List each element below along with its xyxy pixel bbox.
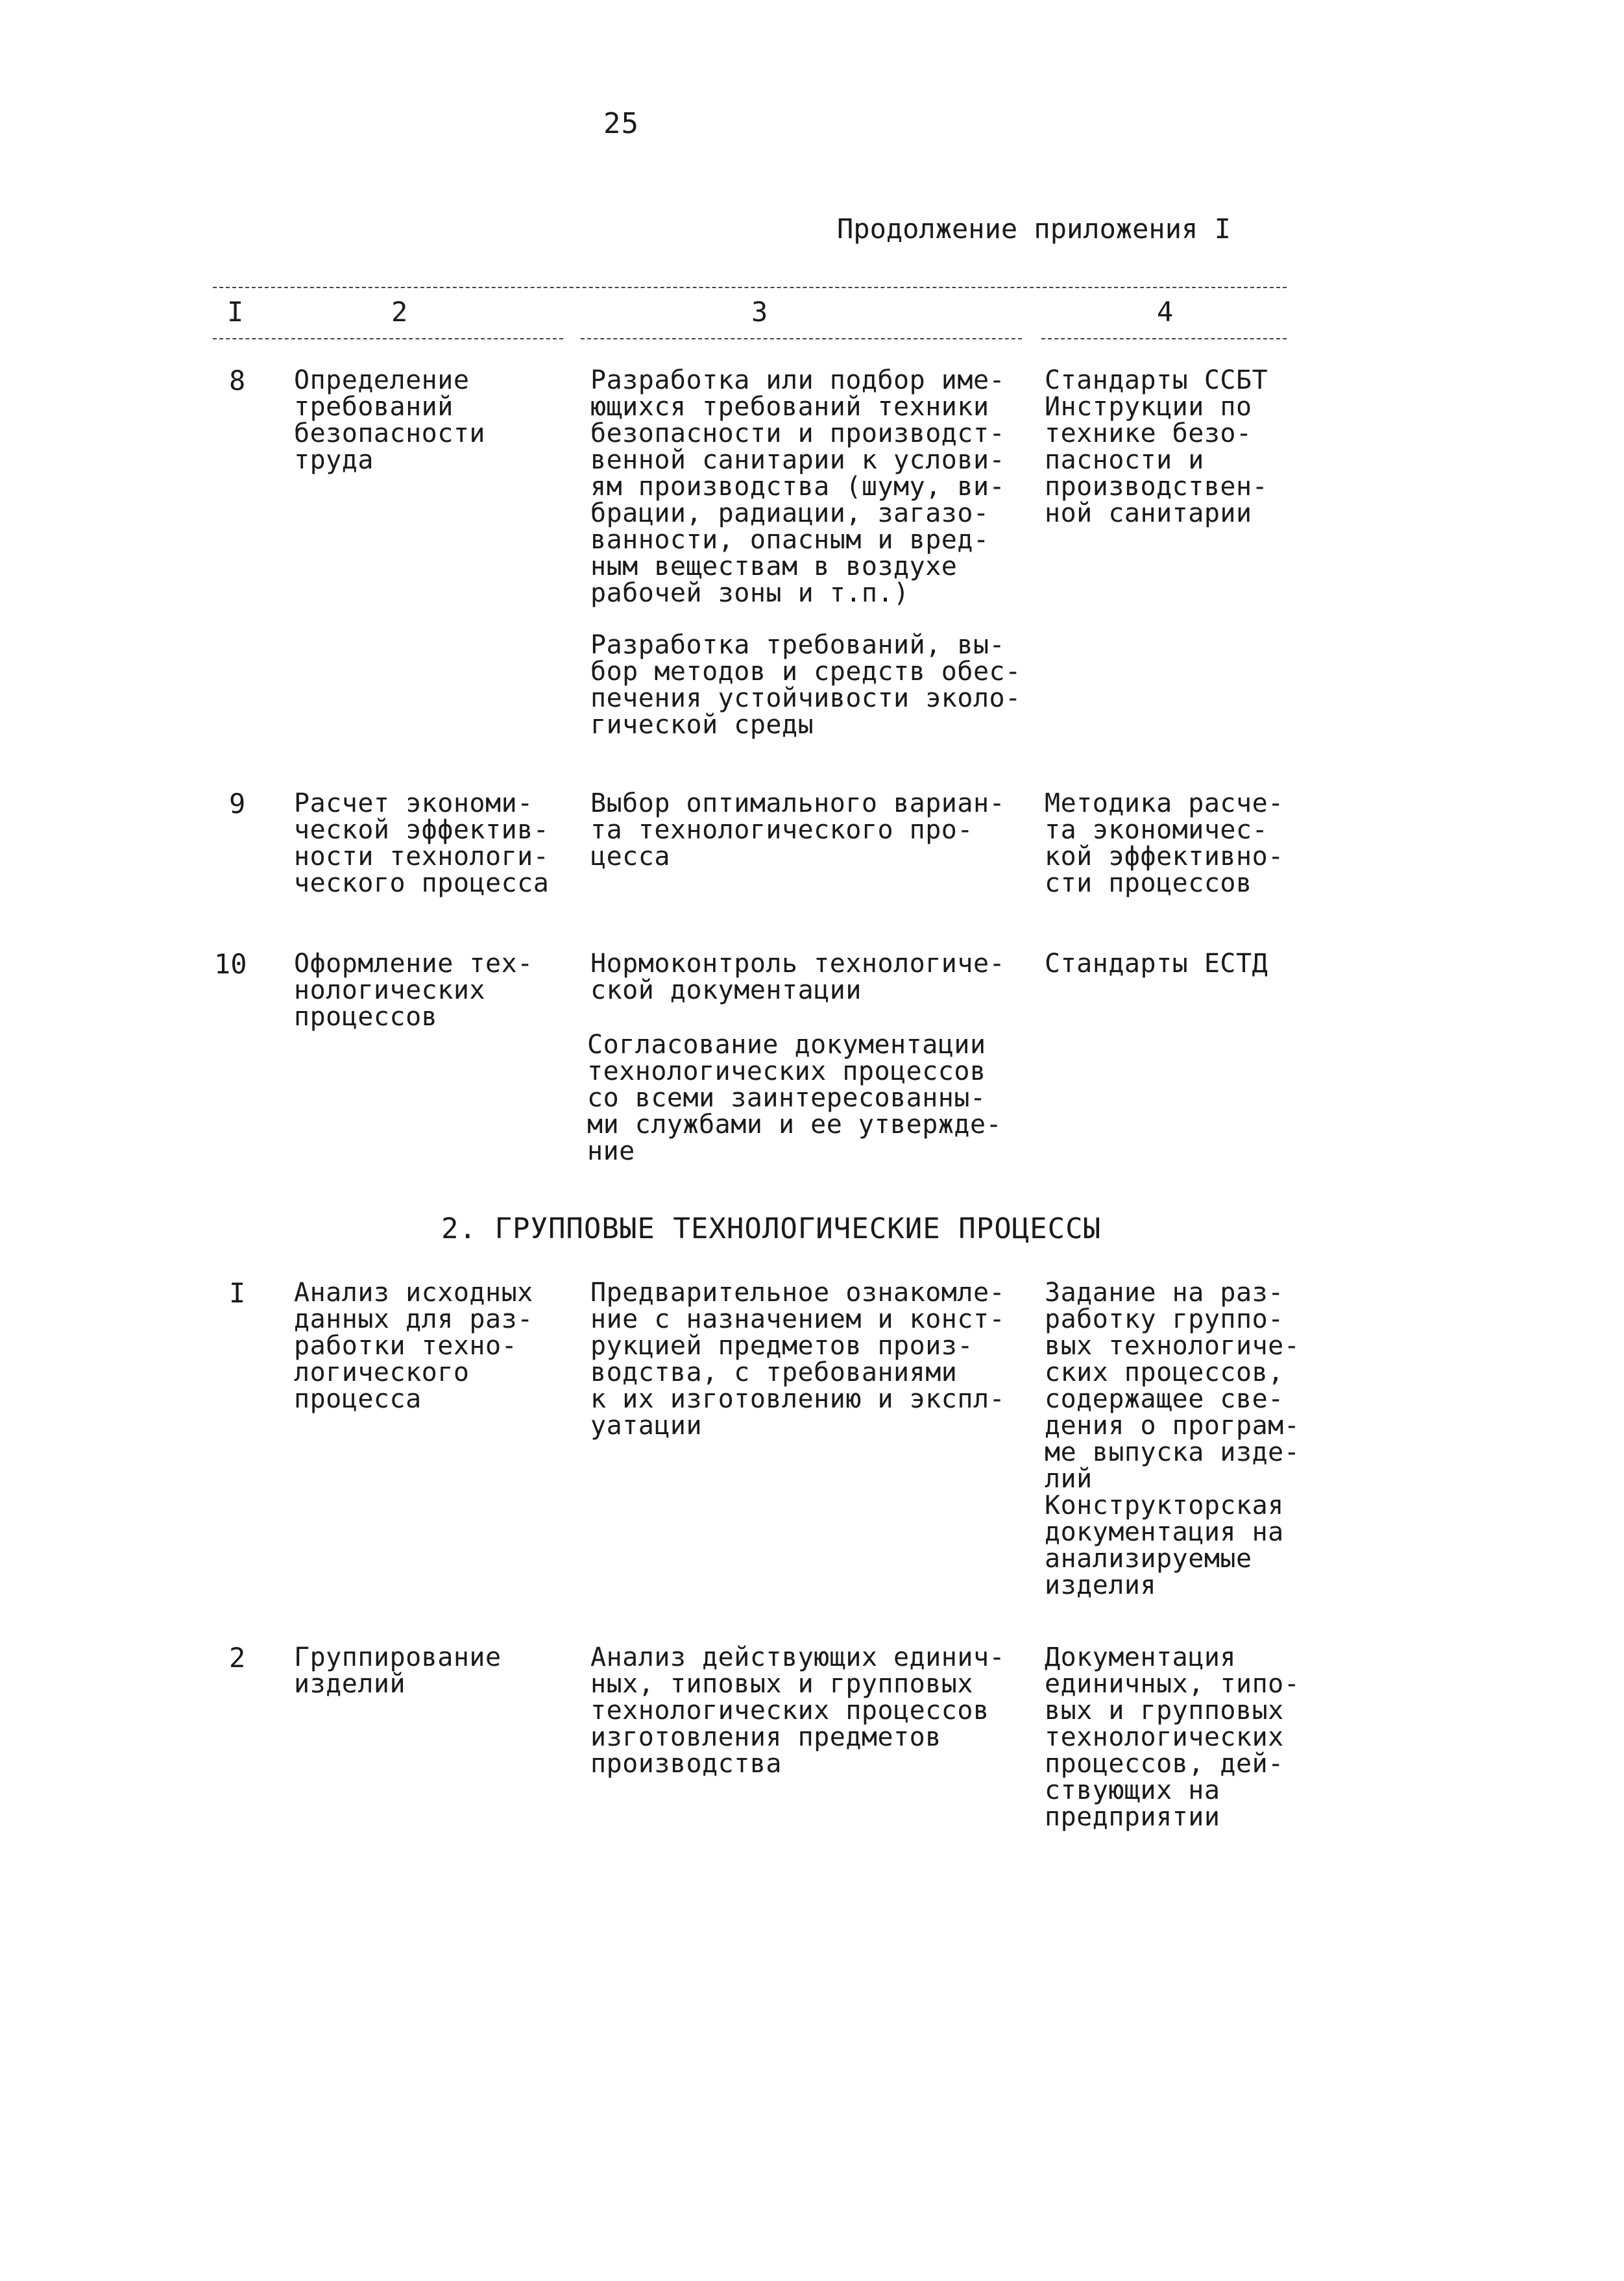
header-rule-3 xyxy=(1041,338,1287,339)
content-cell: Нормоконтроль технологиче- ской документации xyxy=(590,949,1006,1005)
stage-cell: Расчет экономи- ческой эффектив- ности технологи- ческого процесса xyxy=(294,788,550,898)
column-header-1: I xyxy=(227,296,244,328)
content-cell: Предварительное ознакомле- ние с назначением и конст- рукцией предметов произ- водства, с требованиями к их изготовлению и экспл- уатации xyxy=(590,1278,1006,1441)
row-number: 10 xyxy=(214,948,247,980)
header-rule-1 xyxy=(213,338,563,339)
header-rule-2 xyxy=(581,338,1022,339)
column-header-2: 2 xyxy=(391,296,408,328)
documents-cell: Стандарты ЕСТД xyxy=(1045,949,1268,979)
stage-cell: Оформление тех- нологических процессов xyxy=(294,949,533,1032)
continuation-caption: Продолжение приложения I xyxy=(837,213,1231,245)
stage-cell: Группирование изделий xyxy=(294,1642,502,1699)
column-header-4: 4 xyxy=(1157,296,1174,328)
documents-cell: Методика расче- та экономичес- кой эффективно- сти процессов xyxy=(1045,788,1284,898)
table-top-rule xyxy=(213,287,1287,288)
content-cell: Выбор оптимального вариан- та технологического про- цесса xyxy=(590,788,1006,872)
row-number: 2 xyxy=(229,1642,246,1674)
row-number: 9 xyxy=(229,788,246,820)
content-cell: Разработка требований, вы- бор методов и средств обес- печения устойчивости эколо- гической среды xyxy=(590,630,1021,740)
row-number: 8 xyxy=(229,365,246,396)
column-header-3: 3 xyxy=(751,296,768,328)
stage-cell: Определение требований безопасности труда xyxy=(294,365,485,475)
documents-cell: Стандарты ССБТ Инструкции по технике безо- пасности и производствен- ной санитарии xyxy=(1045,365,1268,528)
content-cell: Разработка или подбор име- ющихся требований техники безопасности и производст- венной санитарии к услови- ям производства (шуму, ви- брации, радиации, загазо- ванности, опасным и вред- ным веществам в воздухе рабочей зоны и т.п.) xyxy=(590,365,1006,608)
row-number: I xyxy=(229,1277,246,1309)
content-cell: Анализ действующих единич- ных, типовых и групповых технологических процессов изготовления предметов производства xyxy=(590,1642,1006,1779)
page-number: 25 xyxy=(603,107,639,140)
stage-cell: Анализ исходных данных для раз- работки техно- логического процесса xyxy=(294,1278,533,1414)
content-cell: Согласование документации технологических процессов со всеми заинтересованны- ми службами и ее утвержде- ние xyxy=(587,1030,1002,1166)
section-title: 2. ГРУППОВЫЕ ТЕХНОЛОГИЧЕСКИЕ ПРОЦЕССЫ xyxy=(441,1212,1102,1245)
documents-cell: Документация единичных, типо- вых и групповых технологических процессов, дей- ствующих на предприятии xyxy=(1045,1642,1300,1832)
documents-cell: Задание на раз- работку группо- вых технологиче- ских процессов, содержащее све- дения о програм- ме выпуска изде- лий Конструкторская документация на анализируемые изделия xyxy=(1045,1278,1300,1600)
